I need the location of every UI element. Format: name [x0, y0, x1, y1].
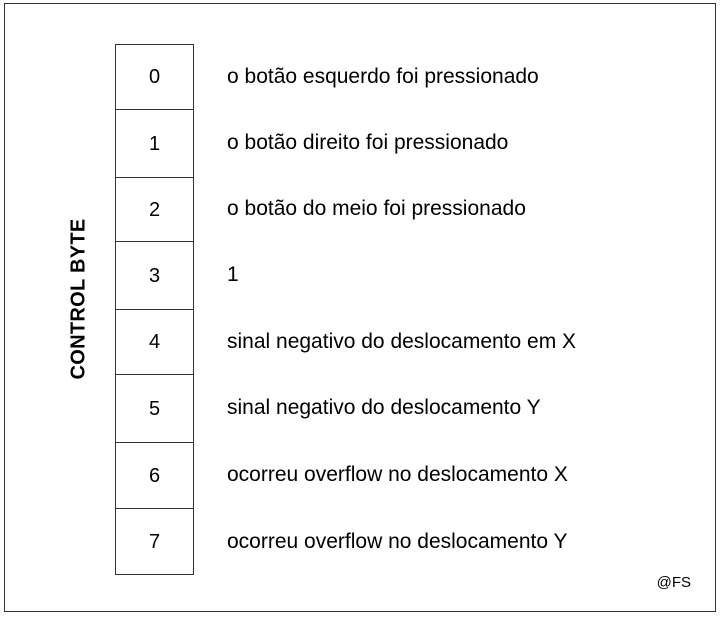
bit-index-cell: 4 [148, 331, 161, 353]
bit-index-cell: 2 [148, 198, 161, 221]
bit-description: sinal negativo do deslocamento em X [227, 329, 577, 353]
bit-description: ocorreu overflow no deslocamento Y [227, 529, 568, 553]
credit-label: @FS [656, 574, 691, 591]
bit-description: o botão direito foi pressionado [227, 131, 509, 154]
bit-description: o botão do meio foi pressionado [227, 197, 526, 220]
control-byte-title: CONTROL BYTE [67, 218, 90, 380]
bit-index-cell: 1 [148, 132, 161, 155]
bit-description: ocorreu overflow no deslocamento X [227, 463, 568, 486]
bit-index-cell: 7 [148, 531, 161, 553]
bit-index-cell: 0 [148, 66, 161, 88]
bit-description: sinal negativo do deslocamento Y [227, 396, 541, 419]
bit-index-cell: 3 [148, 264, 161, 287]
bit-description: o botão esquerdo foi pressionado [227, 64, 539, 88]
bit-column [115, 44, 194, 575]
diagram-frame [4, 3, 716, 612]
bit-description: 1 [227, 263, 239, 286]
bit-index-cell: 6 [148, 464, 161, 487]
bit-index-cell: 5 [148, 397, 161, 420]
